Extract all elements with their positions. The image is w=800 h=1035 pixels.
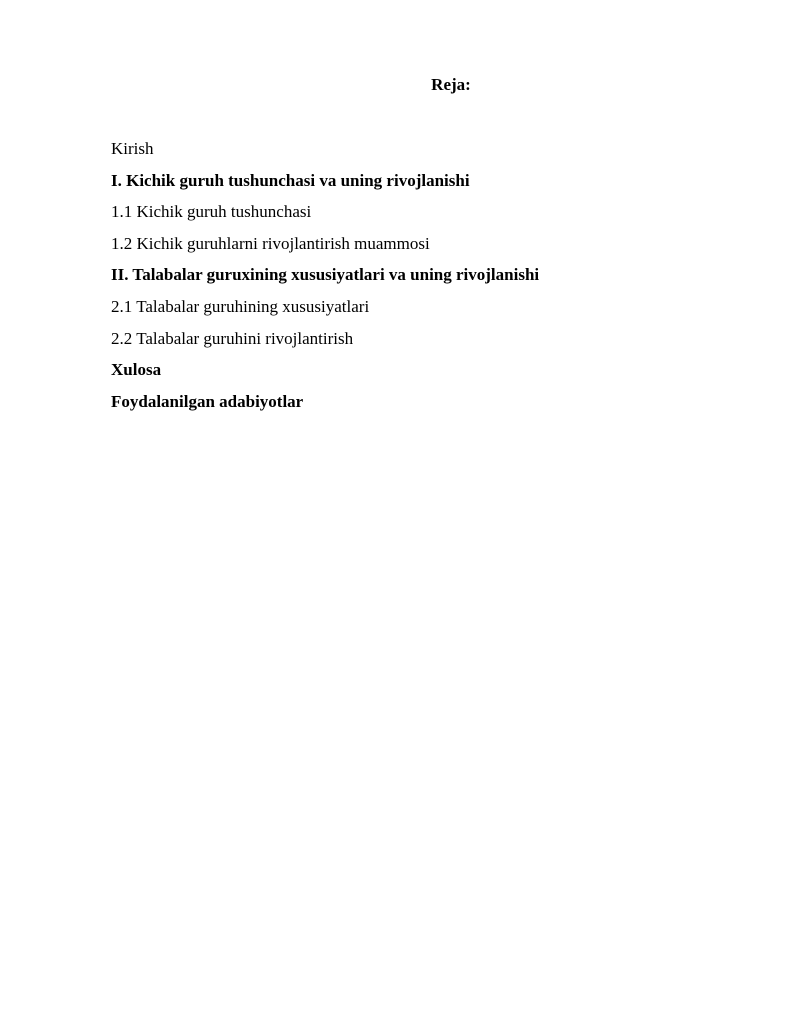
toc-item-2-1: 2.1 Talabalar guruhining xususiyatlari <box>111 296 370 316</box>
toc-item-references: Foydalanilgan adabiyotlar <box>111 391 304 411</box>
table-of-contents <box>111 139 711 423</box>
toc-item-1-1: 1.1 Kichik guruh tushunchasi <box>111 202 312 222</box>
toc-item-1-2: 1.2 Kichik guruhlarni rivojlantirish muammosi <box>111 233 430 253</box>
toc-item-chapter-2: II. Talabalar guruxining xususiyatlari va uning rivojlanishi <box>111 265 540 285</box>
toc-item-2-2: 2.2 Talabalar guruhini rivojlantirish <box>111 328 354 348</box>
toc-item-conclusion: Xulosa <box>111 360 162 380</box>
toc-item-intro: Kirish <box>111 139 154 158</box>
page-title: Reja: <box>431 75 471 94</box>
toc-item-chapter-1: I. Kichik guruh tushunchasi va uning rivojlanishi <box>111 170 470 190</box>
